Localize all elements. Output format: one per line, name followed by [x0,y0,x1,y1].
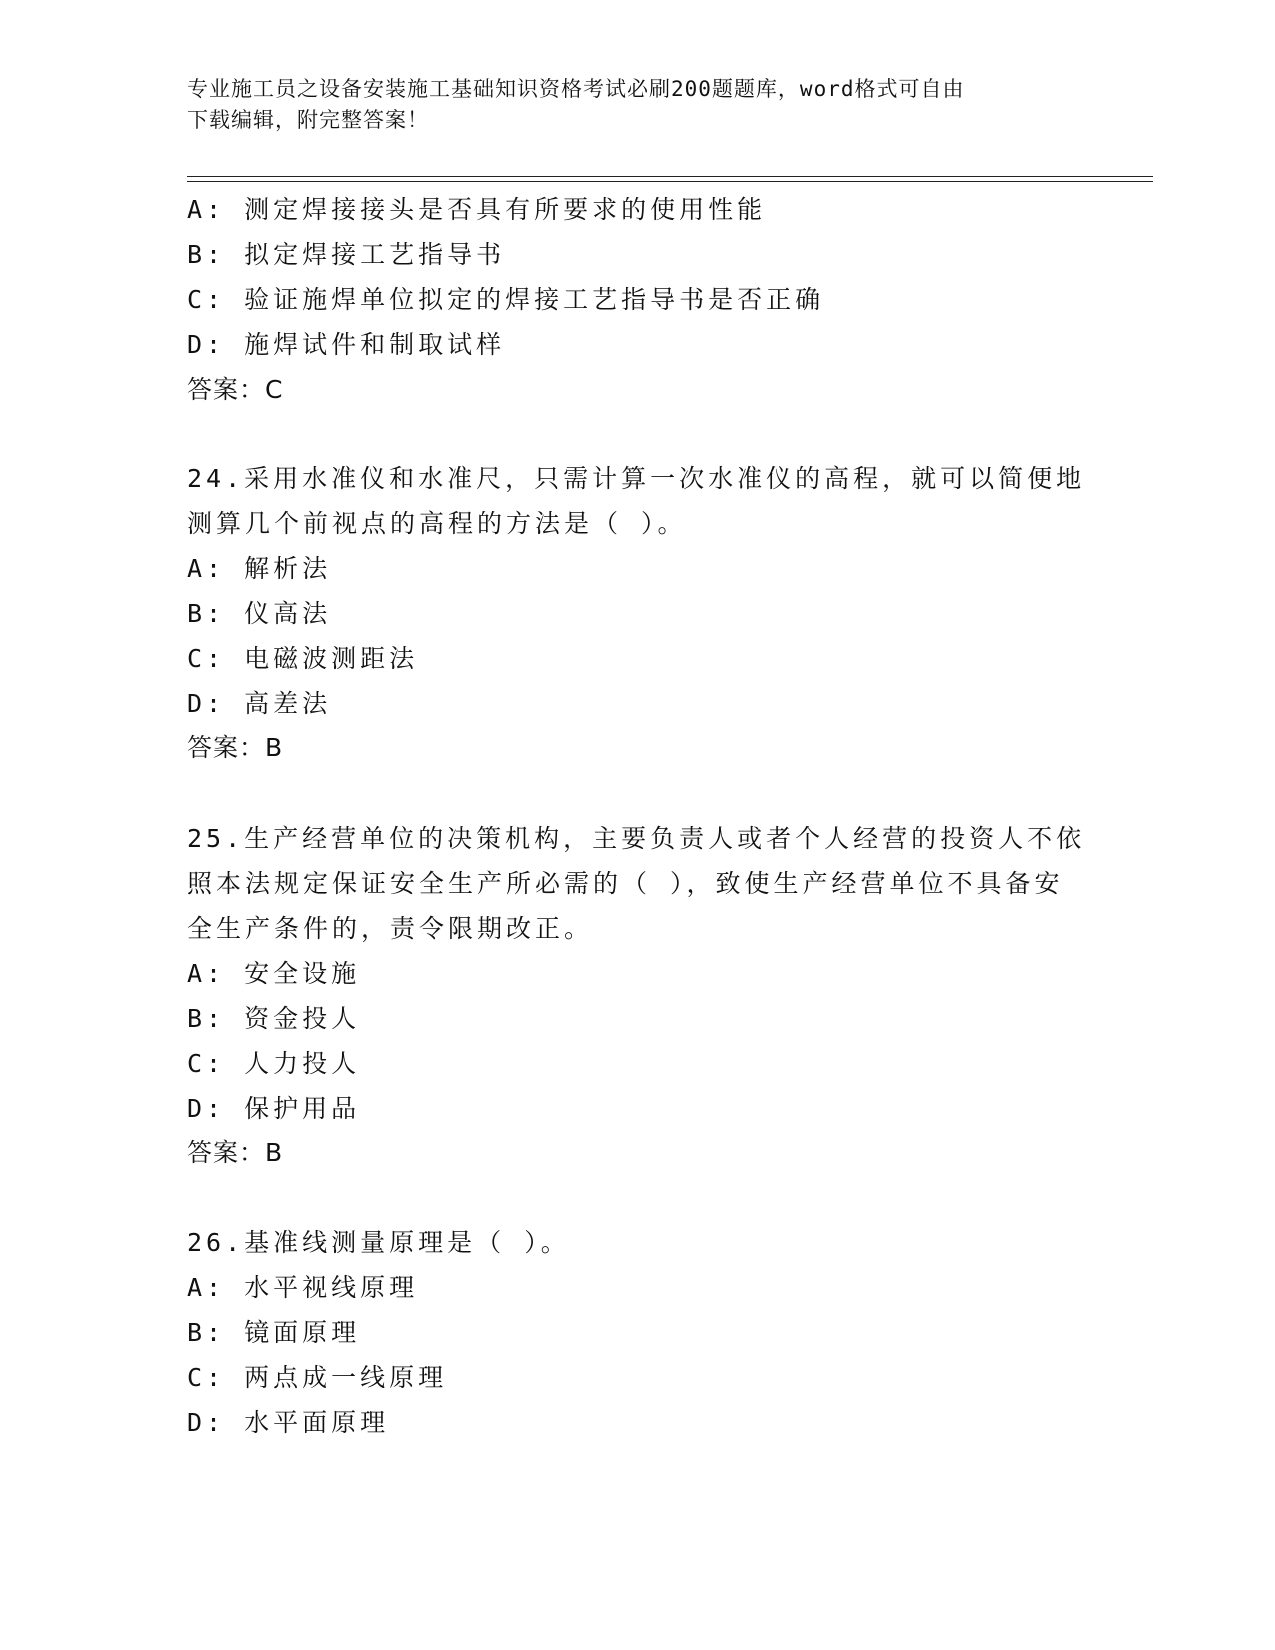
header-divider-bottom [187,181,1153,182]
q25-option-b: B: 资金投人 [187,1004,361,1033]
q26-stem-line-1: 26.基准线测量原理是（ ）。 [187,1228,570,1257]
header-line-1: 专业施工员之设备安装施工基础知识资格考试必刷200题题库，word格式可自由 [187,77,965,101]
q24-answer: 答案：B [187,733,284,762]
header-line-2: 下载编辑，附完整答案！ [187,108,429,132]
q23-option-a: A: 测定焊接接头是否具有所要求的使用性能 [187,195,767,224]
q25-stem-line-3: 全生产条件的，责令限期改正。 [187,914,594,943]
q26-option-a: A: 水平视线原理 [187,1273,419,1302]
q25-option-a: A: 安全设施 [187,959,361,988]
q26-option-d: D: 水平面原理 [187,1408,390,1437]
q24-option-c: C: 电磁波测距法 [187,644,419,673]
q25-answer: 答案：B [187,1138,284,1167]
q25-stem-line-1: 25.生产经营单位的决策机构，主要负责人或者个人经营的投资人不依 [187,824,1086,853]
q25-option-d: D: 保护用品 [187,1094,361,1123]
q25-option-c: C: 人力投人 [187,1049,361,1078]
header-divider-top [187,176,1153,177]
q24-stem-line-2: 测算几个前视点的高程的方法是（ ）。 [187,509,687,538]
q26-option-c: C: 两点成一线原理 [187,1363,448,1392]
q24-option-b: B: 仪高法 [187,599,332,628]
q23-option-c: C: 验证施焊单位拟定的焊接工艺指导书是否正确 [187,285,825,314]
q23-option-d: D: 施焊试件和制取试样 [187,330,506,359]
q24-option-a: A: 解析法 [187,554,332,583]
q25-stem-line-2: 照本法规定保证安全生产所必需的（ ），致使生产经营单位不具备安 [187,869,1064,898]
q24-option-d: D: 高差法 [187,689,332,718]
q23-option-b: B: 拟定焊接工艺指导书 [187,240,506,269]
q24-stem-line-1: 24.采用水准仪和水准尺，只需计算一次水准仪的高程，就可以简便地 [187,464,1086,493]
q23-answer: 答案：C [187,375,284,404]
q26-option-b: B: 镜面原理 [187,1318,361,1347]
document-header [187,74,1067,136]
